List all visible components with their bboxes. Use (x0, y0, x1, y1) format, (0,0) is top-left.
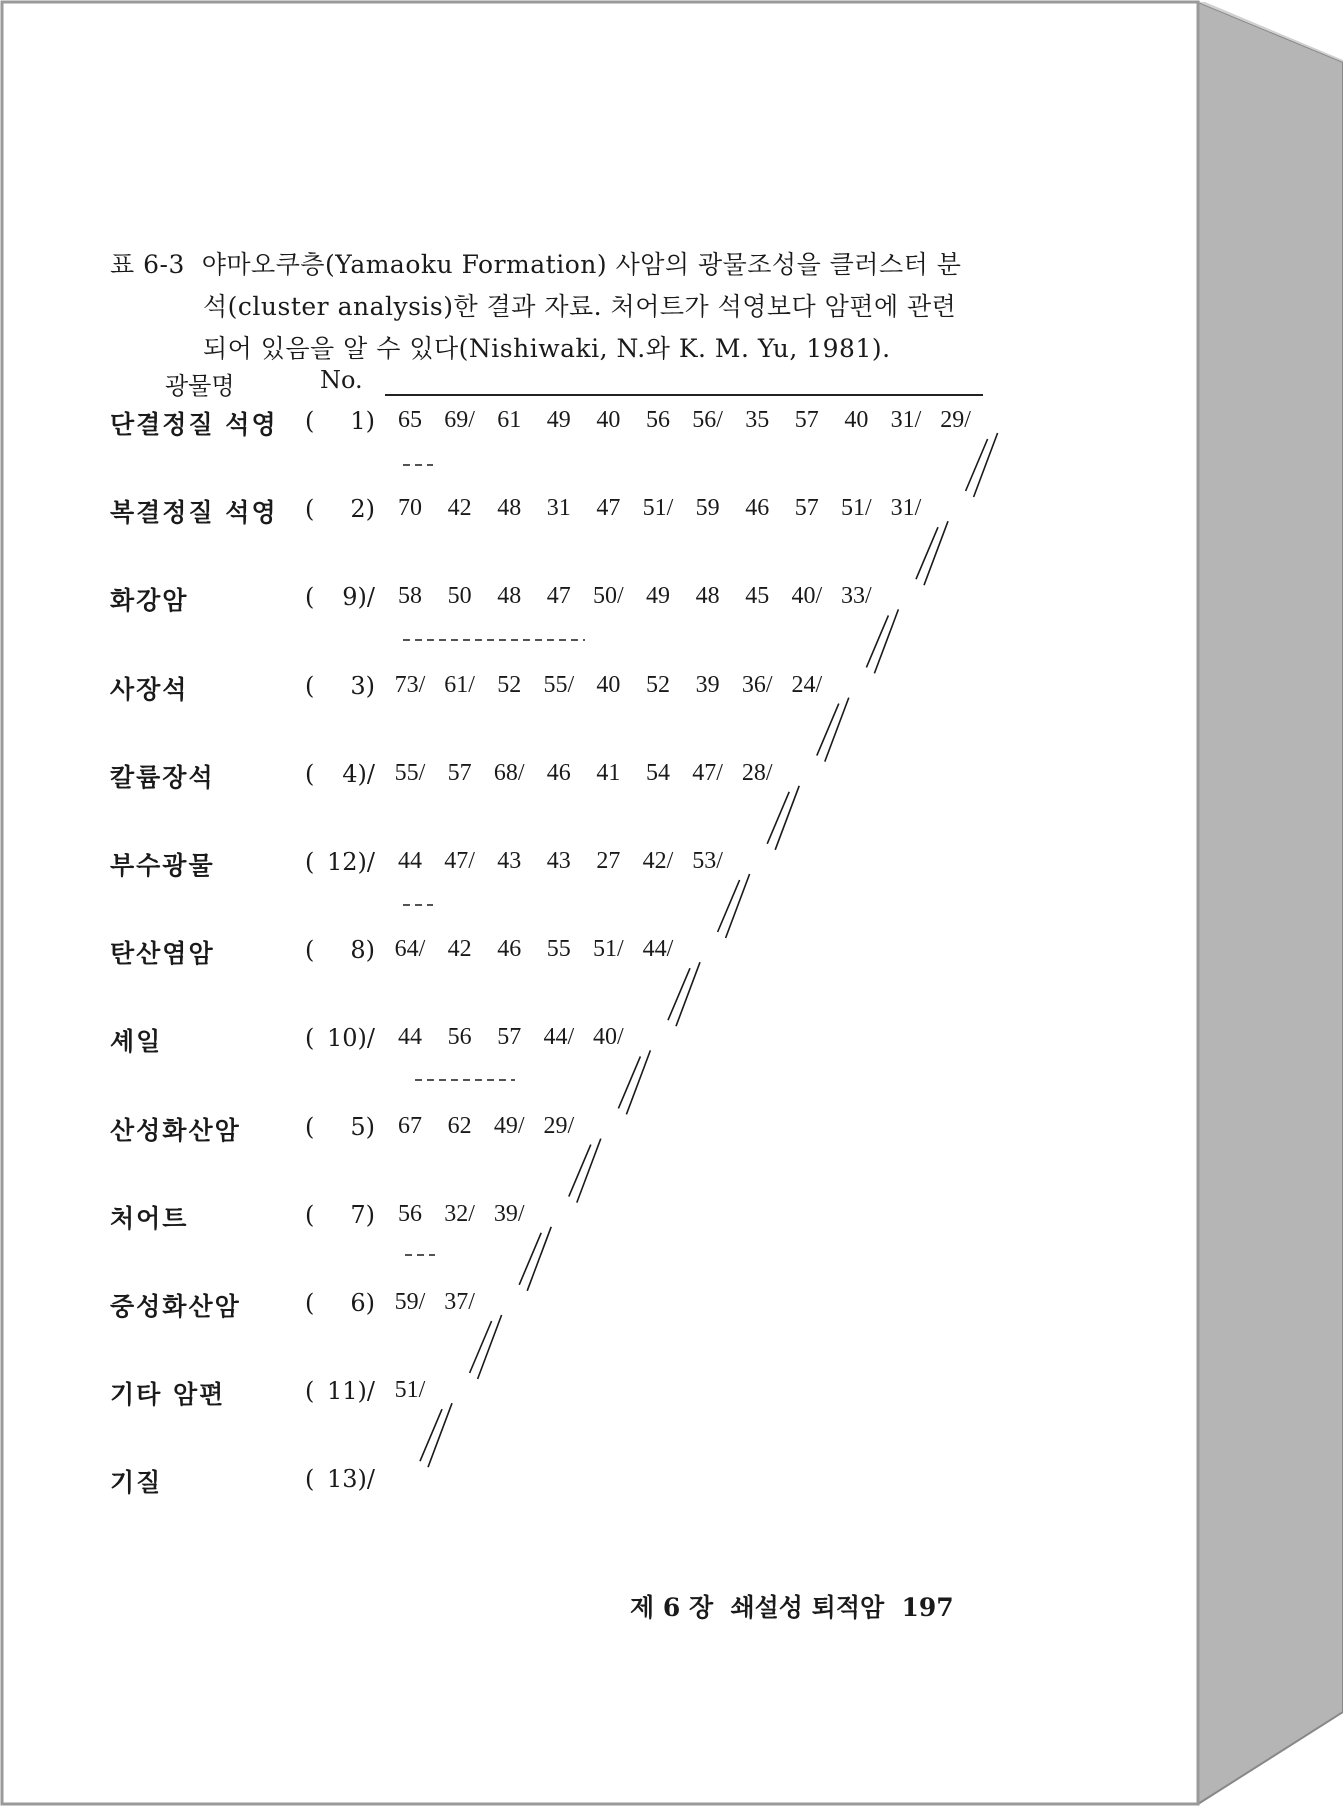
table-cell: 55/ (394, 759, 426, 786)
linkage-line (420, 1409, 442, 1461)
table-cell: 48 (497, 495, 522, 522)
header-mineral-name: 광물명 (165, 372, 235, 400)
table-cell: 50/ (593, 583, 624, 610)
table-cell: 35 (745, 407, 770, 433)
table-cell: 39 (695, 671, 720, 698)
table-cell: 46 (546, 759, 571, 786)
table-cell: 49 (646, 583, 670, 610)
caption-line-1: 표 6-3 야마오쿠층(Yamaoku Formation) 사암의 광물조성을 클러스터 분 (110, 250, 962, 279)
row-label: 부수광물 (110, 851, 215, 880)
table-cell: 51/ (593, 936, 624, 963)
row-label: 화강암 (110, 586, 189, 616)
table-cell: 62 (447, 1112, 472, 1139)
table-cell: 48 (695, 583, 720, 610)
table-cell: 32/ (444, 1200, 475, 1227)
table-cell: 56/ (692, 407, 723, 433)
row-number: 9)/ (342, 583, 375, 612)
linkage-line (618, 1056, 640, 1108)
linkage-line (817, 704, 839, 756)
table-cell: 46 (497, 936, 522, 963)
table-cell: 44 (398, 1024, 422, 1051)
table-cell: 48 (497, 583, 522, 610)
row-open-paren: ( (305, 759, 315, 788)
row-number: 13)/ (327, 1465, 375, 1494)
table-cell: 73/ (394, 671, 426, 698)
linkage-line (966, 439, 988, 491)
table-cell: 54 (646, 759, 670, 786)
row-label: 복결정질 석영 (110, 498, 278, 528)
row-number: 2) (350, 495, 375, 524)
row-label: 기타 암편 (110, 1380, 226, 1410)
table-cell: 57 (497, 1024, 522, 1051)
table-cell: 29/ (940, 407, 971, 433)
table-cell: 65 (398, 407, 422, 433)
table-cell: 42 (447, 495, 472, 522)
row-open-paren: ( (305, 407, 315, 435)
table-cell: 69/ (444, 407, 475, 433)
table-cell: 31 (546, 495, 571, 522)
table-cell: 67 (398, 1112, 422, 1139)
linkage-line (767, 792, 789, 844)
table-cell: 59 (695, 495, 720, 522)
table-cell: 29/ (543, 1112, 575, 1139)
table-cell: 50 (447, 583, 472, 610)
table-cell: 45 (745, 583, 770, 610)
row-open-paren: ( (305, 1200, 315, 1229)
linkage-line (668, 968, 690, 1020)
table-cell: 40/ (791, 583, 823, 610)
row-number: 8) (350, 936, 375, 965)
row-number: 3) (350, 671, 375, 700)
caption-line-3: 되어 있음을 알 수 있다(Nishiwaki, N.와 K. M. Yu, 1981). (203, 334, 891, 363)
linkage-line (519, 1233, 541, 1285)
row-open-paren: ( (305, 583, 315, 612)
table-cell: 40 (596, 671, 621, 698)
table-cell: 42 (447, 936, 472, 963)
table-cell: 57 (794, 407, 819, 433)
linkage-line (916, 527, 938, 579)
table-cell: 41 (596, 759, 621, 786)
row-label: 기질 (110, 1468, 163, 1498)
table-cell: 36/ (741, 671, 773, 698)
table-cell: 33/ (841, 583, 872, 610)
table-cell: 55 (546, 936, 571, 963)
table-cell: 43 (546, 848, 571, 874)
table-cell: 40 (844, 407, 869, 433)
row-open-paren: ( (305, 936, 315, 965)
table-cell: 46 (745, 495, 770, 522)
row-label: 중성화산암 (110, 1292, 241, 1321)
row-open-paren: ( (305, 1377, 315, 1406)
row-label: 칼륨장석 (110, 762, 215, 792)
table-cell: 47/ (444, 848, 475, 874)
table-cell: 51/ (642, 495, 674, 522)
table-cell: 42/ (642, 848, 674, 874)
row-open-paren: ( (305, 848, 315, 876)
table-cell: 44 (398, 848, 422, 874)
row-number: 1) (350, 407, 375, 435)
table-cell: 28/ (741, 759, 773, 786)
table-cell: 52 (646, 671, 670, 698)
caption-line-2: 석(cluster analysis)한 결과 자료. 처어트가 석영보다 암편에 관련 (203, 292, 957, 321)
row-number: 11)/ (327, 1377, 375, 1406)
linkage-line (569, 1145, 591, 1197)
header-number: No. (320, 366, 363, 394)
row-open-paren: ( (305, 495, 315, 524)
row-label: 셰일 (110, 1027, 163, 1057)
row-open-paren: ( (305, 1465, 315, 1494)
row-number: 6) (350, 1289, 375, 1317)
table-cell: 57 (794, 495, 819, 522)
row-number: 4)/ (342, 759, 375, 788)
table-cell: 70 (398, 495, 422, 522)
table-cell: 44/ (543, 1024, 575, 1051)
table-cell: 59/ (394, 1289, 426, 1315)
table-cell: 61 (497, 407, 522, 433)
table-cell: 51/ (841, 495, 872, 522)
table-cell: 27 (596, 848, 621, 874)
linkage-line (718, 880, 740, 932)
row-open-paren: ( (305, 1024, 315, 1053)
linkage-line (470, 1321, 492, 1373)
row-number: 12)/ (327, 848, 375, 876)
row-label: 사장석 (110, 674, 189, 704)
table-cell: 51/ (394, 1377, 426, 1404)
table-cell: 31/ (890, 495, 922, 522)
linkage-line (866, 615, 888, 667)
table-cell: 52 (497, 671, 522, 698)
table-cell: 37/ (444, 1289, 475, 1315)
table-cell: 57 (447, 759, 472, 786)
table-cell: 40 (596, 407, 621, 433)
table-cell: 56 (398, 1200, 422, 1227)
row-label: 산성화산암 (110, 1115, 241, 1145)
table-cell: 49 (546, 407, 571, 433)
table-cell: 47 (546, 583, 571, 610)
table-cell: 56 (447, 1024, 472, 1051)
row-open-paren: ( (305, 671, 315, 700)
table-cell: 47/ (692, 759, 723, 786)
table-cell: 61/ (444, 671, 475, 698)
table-cell: 44/ (642, 936, 674, 963)
table-cell: 68/ (493, 759, 525, 786)
table-cell: 24/ (791, 671, 823, 698)
row-number: 10)/ (327, 1024, 375, 1053)
page-footer: 제 6 장 쇄설성 퇴적암 197 (630, 1593, 954, 1622)
row-label: 처어트 (110, 1203, 189, 1233)
table-cell: 55/ (543, 671, 575, 698)
table-cell: 39/ (493, 1200, 525, 1227)
table-cell: 58 (398, 583, 422, 610)
row-open-paren: ( (305, 1112, 315, 1141)
table-cell: 53/ (692, 848, 723, 874)
table-cell: 49/ (493, 1112, 525, 1139)
row-number: 7) (350, 1200, 375, 1229)
row-number: 5) (350, 1112, 375, 1141)
table-cell: 43 (497, 848, 522, 874)
table-cell: 64/ (394, 936, 426, 963)
table-cell: 40/ (593, 1024, 624, 1051)
row-label: 탄산염암 (110, 939, 215, 969)
table-cell: 47 (596, 495, 621, 522)
table-cell: 31/ (890, 407, 922, 433)
row-label: 단결정질 석영 (110, 410, 278, 439)
row-open-paren: ( (305, 1289, 315, 1317)
table-cell: 56 (646, 407, 670, 433)
